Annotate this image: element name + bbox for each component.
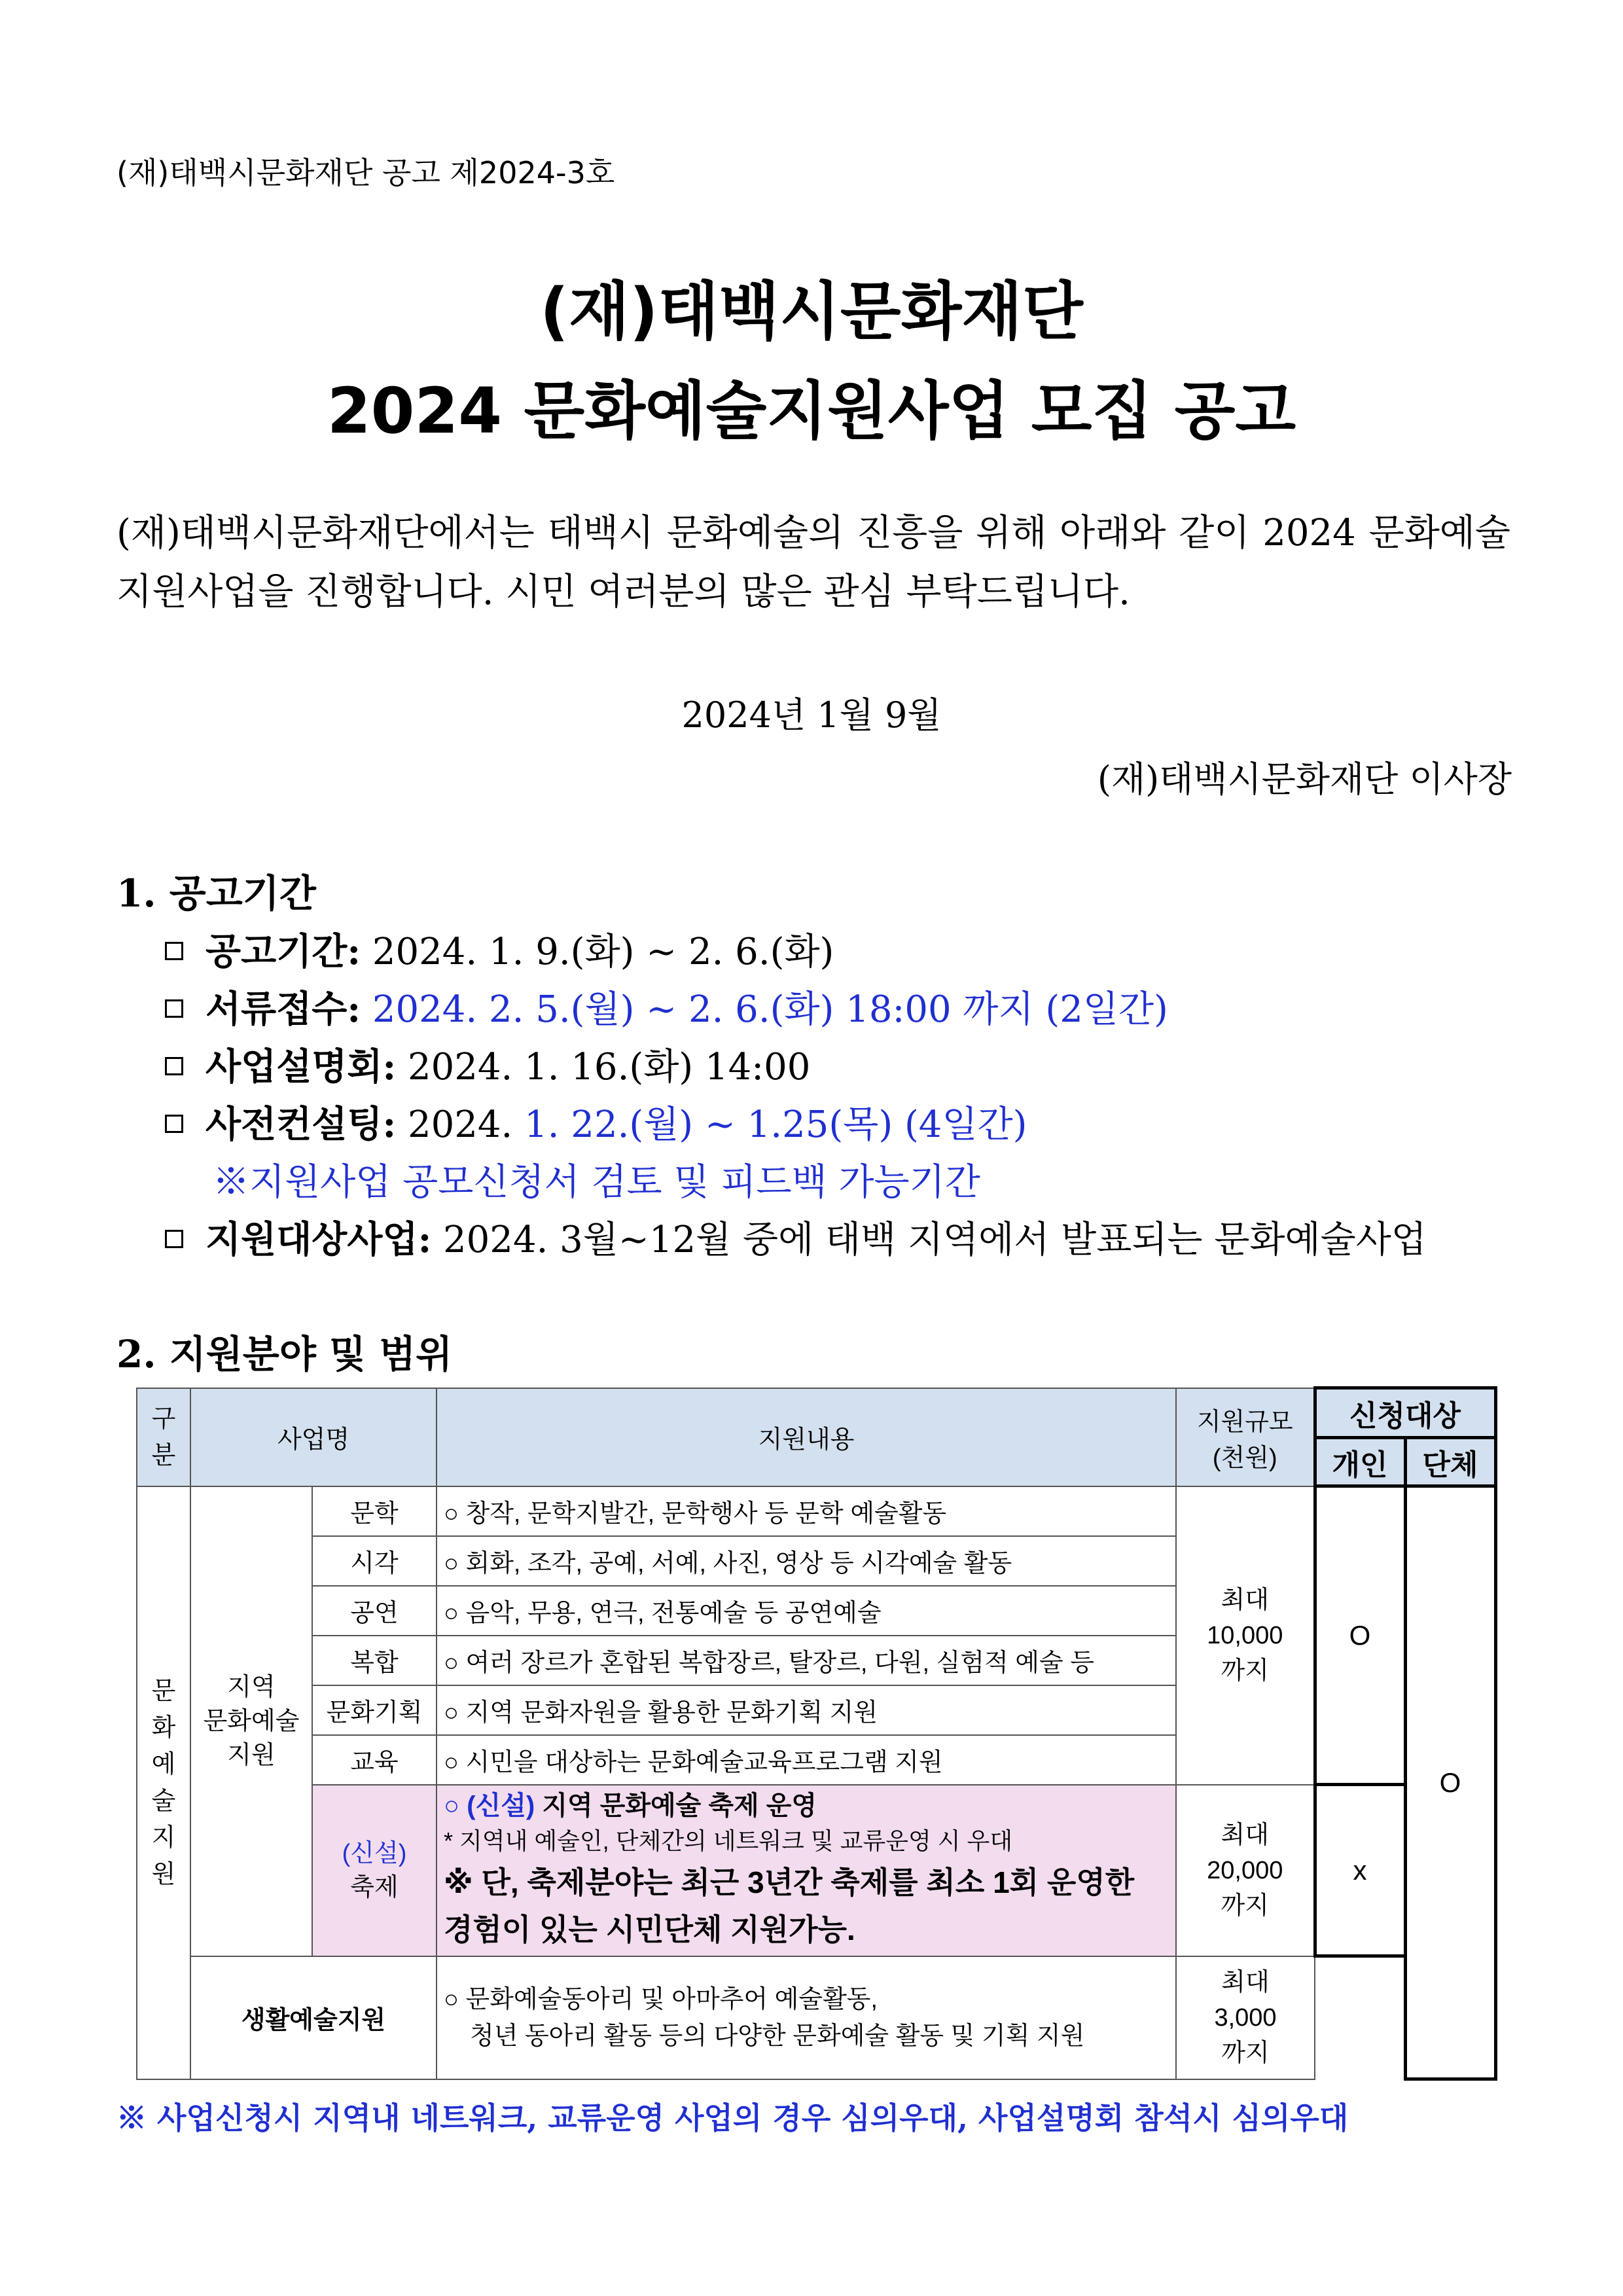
gubun-cell: 문 화 예 술 지 원 xyxy=(137,1486,190,2079)
header-target: 신청대상 xyxy=(1315,1388,1495,1438)
regional-art-cell: 지역 문화예술 지원 xyxy=(190,1486,312,1956)
checkbox-bullet-icon xyxy=(165,1230,183,1248)
checkbox-bullet-icon xyxy=(165,1115,183,1133)
scale-cell-life-art: 최대 3,000 까지 xyxy=(1176,1956,1315,2079)
item-value: 2024. 2. 5.(월) ~ 2. 6.(화) 18:00 까지 (2일간) xyxy=(361,988,1168,1031)
category-cell: 시각 xyxy=(312,1536,437,1586)
content-cell: ○ 시민을 대상하는 문화예술교육프로그램 지원 xyxy=(437,1735,1176,1785)
individual-cell-main: O xyxy=(1315,1486,1405,1785)
category-cell: 문학 xyxy=(312,1486,437,1536)
item-label: 서류접수: xyxy=(205,988,361,1031)
scale-cell-main: 최대 10,000 까지 xyxy=(1176,1486,1315,1785)
group-cell: O xyxy=(1405,1486,1495,2079)
consulting-note: ※지원사업 공모신청서 검토 및 피드백 가능기간 xyxy=(213,1161,980,1204)
life-art-cell: 생활예술지원 xyxy=(190,1956,437,2079)
notice-number: (재)태백시문화재단 공고 제2024-3호 xyxy=(116,155,615,190)
target-project-item xyxy=(165,1211,1427,1263)
header-gubun: 구 분 xyxy=(137,1388,190,1486)
item-value: 2024. 3월~12월 중에 태백 지역에서 발표되는 문화예술사업 xyxy=(431,1219,1427,1261)
title-line-1: (재)태백시문화재단 xyxy=(540,275,1083,348)
scale-cell-festival: 최대 20,000 까지 xyxy=(1176,1785,1315,1956)
content-cell: ○ 회화, 조각, 공예, 서예, 사진, 영상 등 시각예술 활동 xyxy=(437,1536,1176,1586)
checkbox-bullet-icon xyxy=(165,999,183,1018)
festival-category-cell: (신설) 축제 xyxy=(312,1785,437,1956)
content-cell: ○ 창작, 문학지발간, 문학행사 등 문학 예술활동 xyxy=(437,1486,1176,1536)
category-cell: 복합 xyxy=(312,1636,437,1685)
header-individual: 개인 xyxy=(1315,1438,1405,1486)
item-value-highlight: 1. 22.(월) ~ 1.25(목) (4일간) xyxy=(524,1103,1027,1146)
festival-line-3: ※ 단, 축제분야는 최근 3년간 축제를 최소 1회 운영한 경험이 있는 시민단체 지원가능. xyxy=(444,1865,1135,1946)
category-cell: 문화기획 xyxy=(312,1685,437,1735)
header-group: 단체 xyxy=(1405,1438,1495,1486)
checkbox-bullet-icon xyxy=(165,1057,183,1075)
item-value: 2024. 1. 16.(화) 14:00 xyxy=(396,1046,811,1088)
header-name: 사업명 xyxy=(190,1388,437,1486)
section-1-heading: 1. 공고기간 xyxy=(116,871,316,916)
item-value: 2024. 1. 9.(화) ~ 2. 6.(화) xyxy=(361,931,834,973)
checkbox-bullet-icon xyxy=(165,942,183,960)
category-cell: 공연 xyxy=(312,1586,437,1636)
period-item xyxy=(165,923,834,975)
section-2-heading: 2. 지원분야 및 범위 xyxy=(116,1332,453,1376)
consulting-item xyxy=(165,1096,1027,1148)
footnote: ※ 사업신청시 지역내 네트워크, 교류운영 사업의 경우 심의우대, 사업설명회 참석시 심의우대 xyxy=(116,2100,1349,2136)
header-content: 지원내용 xyxy=(437,1388,1176,1486)
item-label: 사전컨설팅: xyxy=(205,1103,397,1146)
document-receipt-item xyxy=(165,980,1168,1033)
content-cell: ○ 지역 문화자원을 활용한 문화기획 지원 xyxy=(437,1685,1176,1735)
content-cell: ○ 여러 장르가 혼합된 복합장르, 탈장르, 다원, 실험적 예술 등 xyxy=(437,1636,1176,1685)
item-label: 지원대상사업: xyxy=(205,1218,432,1261)
item-value: 2024. xyxy=(396,1103,525,1146)
festival-line-1: ○ (신설) 지역 문화예술 축제 운영 xyxy=(444,1791,817,1820)
life-art-content-cell: ○ 문화예술동아리 및 아마추어 예술활동, 청년 동아리 활동 등의 다양한 문화예술 활동 및 기획 지원 xyxy=(437,1956,1176,2079)
category-cell: 교육 xyxy=(312,1735,437,1785)
signer: (재)태백시문화재단 이사장 xyxy=(1097,759,1512,800)
content-cell: ○ 음악, 무용, 연극, 전통예술 등 공연예술 xyxy=(437,1586,1176,1636)
festival-content-cell xyxy=(437,1785,1176,1956)
briefing-item xyxy=(165,1038,810,1090)
item-label: 공고기간: xyxy=(205,930,361,973)
festival-line-2: * 지역내 예술인, 단체간의 네트워크 및 교류운영 시 우대 xyxy=(444,1827,1013,1854)
title-line-2: 2024 문화예술지원사업 모집 공고 xyxy=(327,374,1296,448)
new-tag: (신설) xyxy=(342,1839,407,1867)
intro-paragraph: (재)태백시문화재단에서는 태백시 문화예술의 진흥을 위해 아래와 같이 2024 문화예술지원사업을 진행합니다. 시민 여러분의 많은 관심 부탁드립니다. xyxy=(116,512,1510,613)
announcement-date: 2024년 1월 9월 xyxy=(681,694,942,736)
individual-cell-other: x xyxy=(1315,1785,1405,1956)
item-label: 사업설명회: xyxy=(205,1045,397,1088)
support-table xyxy=(136,1386,1497,2081)
header-scale: 지원규모 (천원) xyxy=(1176,1388,1315,1486)
